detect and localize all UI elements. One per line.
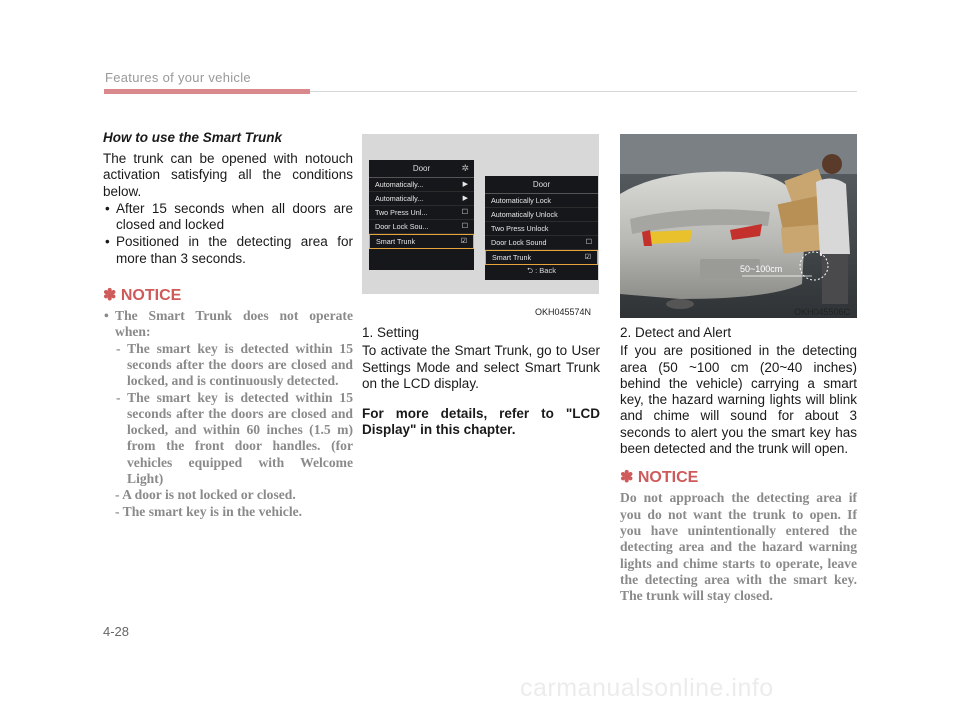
back-hint: ⮌ : Back xyxy=(527,266,556,275)
notice-item: - The smart key is in the vehicle. xyxy=(115,503,303,519)
column-left xyxy=(103,130,353,520)
menu-row: Door Lock Sound ☐ xyxy=(485,236,598,250)
intro-paragraph: The trunk can be opened with notouch activation satisfying all the conditions below. xyxy=(103,151,353,199)
figure-caption: OKH045574N xyxy=(535,307,592,317)
column-right xyxy=(620,325,857,604)
menu-row: Automatically Lock xyxy=(485,194,598,208)
figure-caption: OKH045506C xyxy=(794,307,851,317)
gear-icon: ✲ xyxy=(461,163,469,173)
notice-paragraph: Do not approach the detecting area if you do not want the trunk to open. If you have unintentionally entered the detecting area and the hazard warning lights and chime starts to operate, leave the detecting area with the smart key. The trunk will stay closed. xyxy=(620,490,857,604)
smart-trunk-photo xyxy=(620,134,857,318)
menu-row: Automatically... ▶ xyxy=(369,192,474,206)
distance-label: 50~100cm xyxy=(740,264,783,274)
menu-row: Automatically... ▶ xyxy=(369,178,474,192)
car-rear-illustration xyxy=(620,134,857,318)
page-number: 4-28 xyxy=(103,624,130,639)
notice-item: - A door is not locked or closed. xyxy=(115,487,296,503)
condition-bullet: • Positioned in the detecting area for more than 3 seconds. xyxy=(103,234,353,267)
screen-title: Door xyxy=(485,176,598,194)
notice-title: ✽ NOTICE xyxy=(103,287,182,305)
notice-item: - The smart key is detected within 15 seconds after the doors are closed and locked, and within 60 inches (1.5 m) from the front door handles. (for vehicles equipped with Welcome Light) xyxy=(116,389,353,487)
step-heading: 2. Detect and Alert xyxy=(620,325,732,340)
menu-row-selected: Smart Trunk ☑ xyxy=(485,250,598,265)
screen-title: Door xyxy=(369,160,474,178)
smart-trunk-heading: How to use the Smart Trunk xyxy=(103,130,283,145)
header-rule xyxy=(310,91,857,92)
reference-note: For more details, refer to "LCD Display" in this chapter. xyxy=(362,406,600,438)
condition-bullet: • After 15 seconds when all doors are closed and locked xyxy=(103,201,353,234)
notice-item: - The smart key is detected within 15 seconds after the doors are closed and locked, and is continuously detected. xyxy=(116,340,353,389)
lcd-screen-large xyxy=(485,176,598,280)
menu-row: Two Press Unl... ☐ xyxy=(369,206,474,220)
step-heading: 1. Setting xyxy=(362,325,420,340)
notice-title: ✽ NOTICE xyxy=(620,469,699,487)
menu-row: Door Lock Sou... ☐ xyxy=(369,220,474,234)
header-accent-bar xyxy=(104,89,310,94)
lcd-screen-small xyxy=(369,160,474,270)
watermark: carmanualsonline.info xyxy=(520,674,774,702)
menu-row-selected: Smart Trunk ☑ xyxy=(369,234,474,249)
menu-row: Automatically Unlock xyxy=(485,208,598,222)
section-header: Features of your vehicle xyxy=(105,70,251,85)
notice-bullet: • The Smart Trunk does not operate when: xyxy=(103,308,353,341)
setting-paragraph: To activate the Smart Trunk, go to User Settings Mode and select Smart Trunk on the LCD display. xyxy=(362,343,600,391)
detect-paragraph: If you are positioned in the detecting area (50 ~100 cm (20~40 inches) behind the vehicle) carrying a smart key, the hazard warning lights will blink and chime will sound for about 3 seconds to alert you the smart key has been detected and the trunk will open. xyxy=(620,343,857,457)
lcd-settings-figure xyxy=(362,134,599,294)
menu-row: Two Press Unlock xyxy=(485,222,598,236)
column-middle xyxy=(362,325,600,439)
